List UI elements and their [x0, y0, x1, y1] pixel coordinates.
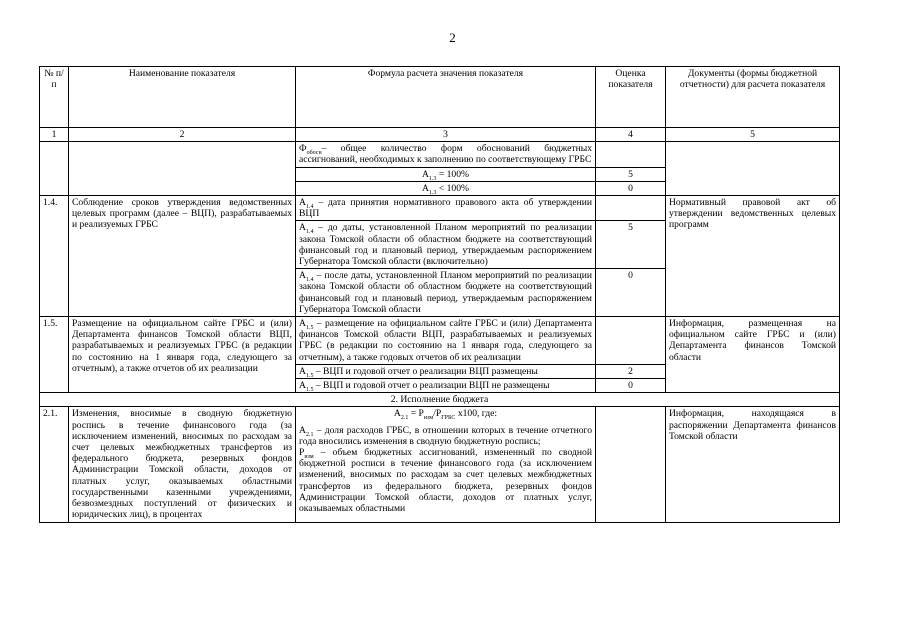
formula-cell: $Ф_{обосн}-$ общее количество форм обоснований бюджетных ассигнований, необходимых к заполнению по соответствующему ГРБС [296, 142, 596, 167]
header-name: Наименование показателя [69, 67, 296, 128]
score-cell: 5 [596, 167, 666, 181]
table-row [40, 407, 840, 522]
score-cell: 0 [596, 269, 666, 317]
formula-cell: $A_{1.4}$ – после даты, установленной Планом мероприятий по реализации закона Томской области об областном бюджете на соответствующий финансовый год и плановый период, утверждаемым распоряжением Губернатора Томской области [296, 269, 596, 317]
row-number: 2.1. [40, 407, 69, 522]
section-heading-row [40, 393, 840, 407]
formula-cell: $A_{1.4}$ – до даты, установленной Планом мероприятий по реализации закона Томской области об областном бюджете на соответствующий финансовый год и плановый период, утверждаемым распоряжением Губернатора Томской области (включительно) [296, 221, 596, 269]
formula-cell: $A_{1.4}$ – дата принятия нормативного правового акта об утверждении ВЦП [296, 196, 596, 221]
column-number-row [40, 128, 840, 142]
formula-cell: $A_{1.5}$ – размещение на официальном сайте ГРБС и (или) Департамента финансов Томской области ВЦП, разрабатываемых и реализуемых ГРБС (в редакции по состоянию на 1 января года, следующего за отчетным), а также годовых отчетов об их реализации [296, 317, 596, 365]
indicators-table [39, 66, 840, 523]
section-heading: 2. Исполнение бюджета [40, 393, 840, 407]
formula-cell: $A_{1.5}$ – ВЦП и годовой отчет о реализации ВЦП размещены [296, 364, 596, 378]
score-cell: 0 [596, 181, 666, 195]
table-header-row [40, 67, 840, 128]
row-number: 1.5. [40, 317, 69, 393]
col-number: 3 [296, 128, 596, 142]
indicator-name: Размещение на официальном сайте ГРБС и (или) Департамента финансов Томской области ВЦП, разрабатываемых и реализуемых ГРБС (в редакции по состоянию на 1 января года, следующего за отчетным), а также отчетов об их реализации [69, 317, 296, 393]
header-num: № п/п [40, 67, 69, 128]
score-cell: 5 [596, 221, 666, 269]
formula-cell: $A_{1.3} < 100\%$ [296, 181, 596, 195]
table-row [40, 317, 840, 365]
score-cell: 2 [596, 364, 666, 378]
document-cell: Информация, находящаяся в распоряжении Департамента финансов Томской области [666, 407, 840, 522]
formula-expression: $A_{2.1} = P_{изм}/P_{ГРБС}$ x100, где: [393, 408, 498, 422]
col-number: 4 [596, 128, 666, 142]
table-row [40, 196, 840, 221]
header-docs: Документы (формы бюджетной отчетности) для расчета показателя [666, 67, 840, 128]
document-cell: Информация, размещенная на официальном сайте ГРБС и (или) Департамента финансов Томской области [666, 317, 840, 393]
score-cell: 0 [596, 379, 666, 393]
col-number: 5 [666, 128, 840, 142]
document-cell: Нормативный правовой акт об утверждении ведомственных целевых программ [666, 196, 840, 317]
table-row [40, 142, 840, 167]
formula-definition: $P_{изм}$ – объем бюджетных ассигнований, измененный по сводной бюджетной росписи в течение финансового года (за исключением изменений, вносимых по расходам за счет целевых межбюджетных трансфертов из федерального бюджета, резервных фондов Администрации Томской области, доходов от платных услуг, оказываемых областными [299, 447, 592, 515]
col-number: 1 [40, 128, 69, 142]
row-number: 1.4. [40, 196, 69, 317]
formula-cell [296, 407, 596, 522]
header-formula: Формула расчета значения показателя [296, 67, 596, 128]
page-number: 2 [449, 30, 456, 45]
header-score: Оценка показателя [596, 67, 666, 128]
col-number: 2 [69, 128, 296, 142]
formula-definition: $A_{2.1}$ – доля расходов ГРБС, в отношении которых в течение отчетного года вносились изменения в сводную бюджетную роспись; [299, 424, 592, 447]
formula-cell: $A_{1.5}$ – ВЦП и годовой отчет о реализации ВЦП не размещены [296, 379, 596, 393]
indicator-name: Соблюдение сроков утверждения ведомственных целевых программ (далее – ВЦП), разрабатываемых и реализуемых ГРБС [69, 196, 296, 317]
formula-cell: $A_{1.3} = 100\%$ [296, 167, 596, 181]
indicator-name: Изменения, вносимые в сводную бюджетную роспись в течение финансового года (за исключением изменений, вносимых по расходам за счет целевых межбюджетных трансфертов из федерального бюджета, резервных фондов Администрации Томской области, доходов от платных услуг, оказываемых областными государственными казенными учреждениями, безвозмездных поступлений от физических и юридических лиц), в процентах [69, 407, 296, 522]
